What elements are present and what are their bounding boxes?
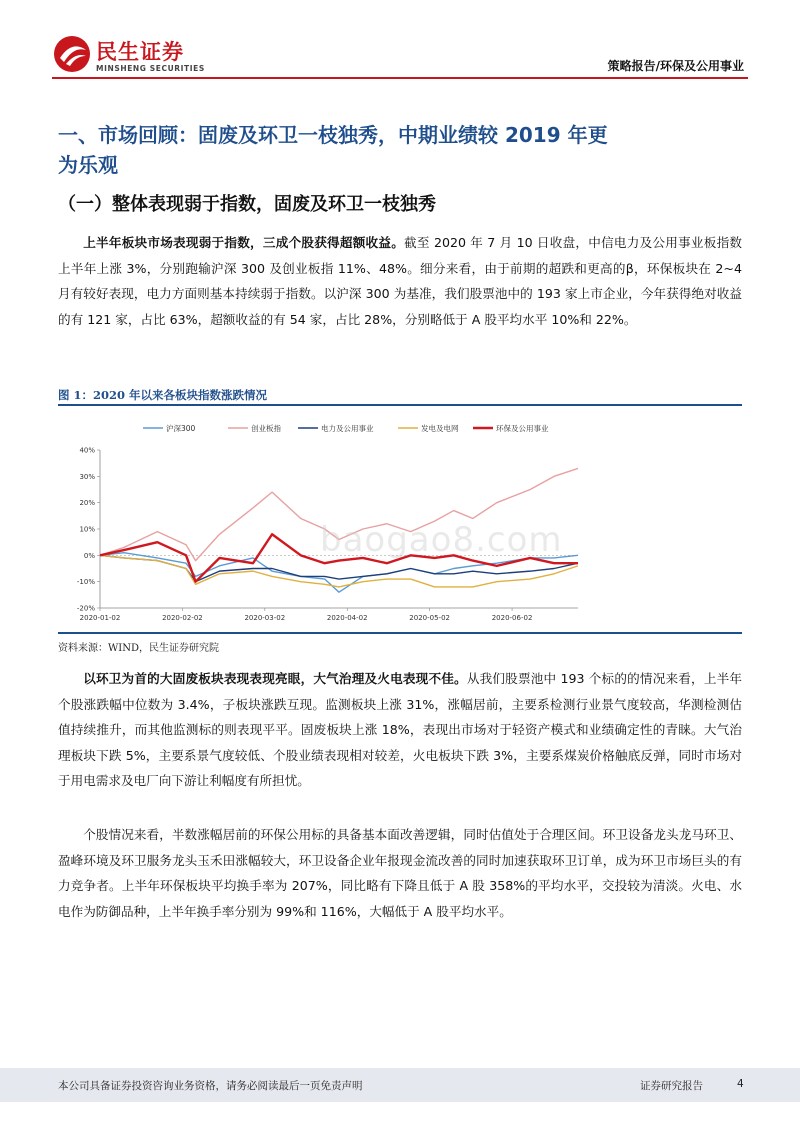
footer-disclaimer: 本公司具备证券投资咨询业务资格，请务必阅读最后一页免责声明: [58, 1080, 363, 1092]
logo-english-name: MINSHENG SECURITIES: [96, 64, 205, 73]
y-tick-label: -10%: [76, 578, 95, 587]
page-number: 4: [737, 1078, 744, 1090]
figure-bottom-rule: [58, 632, 742, 634]
x-tick-label: 2020-05-02: [409, 614, 450, 622]
section-title: 一、市场回顾：固废及环卫一枝独秀，中期业绩较 2019 年更为乐观: [58, 123, 608, 177]
paragraph-1-lead: 上半年板块市场表现弱于指数，三成个股获得超额收益。: [83, 235, 405, 250]
page-footer: [0, 1068, 800, 1102]
paragraph-1-body: 截至 2020 年 7 月 10 日收盘，中信电力及公用事业板指数上半年上涨 3%，分别跑输沪深 300 及创业板指 11%、48%。细分来看，由于前期的超跌和更高的β，环保板块在 2~4 月有较好表现，电力方面则基本持续弱于指数。以沪深 300 为基准，我们股票池中的 193 家上市企业，今年获得绝对收益的有 121 家，占比 63%，超额收益的有 54 家，占比 28%，分别略低于 A 股平均水平 10%和 22%。: [58, 235, 743, 327]
logo-chinese-name: 民生证券: [96, 40, 184, 64]
subsection-title: （一）整体表现弱于指数，固废及环卫一枝独秀: [58, 194, 436, 215]
legend-label: 电力及公用事业: [321, 424, 374, 433]
y-tick-label: -20%: [76, 604, 95, 613]
y-tick-label: 30%: [79, 472, 95, 481]
watermark: baogao8.com: [320, 520, 563, 560]
header-divider: [52, 77, 748, 79]
x-tick-label: 2020-04-02: [326, 614, 368, 622]
figure-title: 图 1：2020 年以来各板块指数涨跌情况: [58, 388, 268, 402]
paragraph-2-lead: 以环卫为首的大固废板块表现表现亮眼，大气治理及火电表现不佳。: [83, 671, 467, 686]
x-tick-label: 2020-06-02: [491, 614, 533, 622]
paragraph-3: 个股情况来看，半数涨幅居前的环保公用标的具备基本面改善逻辑，同时估值处于合理区间。环卫设备龙头龙马环卫、盈峰环境及环卫服务龙头玉禾田涨幅较大，环卫设备企业年报现金流改善的同时加速获取环卫订单，成为环卫市场巨头的有力竞争者。上半年环保板块平均换手率为 207%，同比略有下降且低于 A 股 358%的平均水平，交投较为清淡。火电、水电作为防御品种，上半年换手率分别为 99%和 116%，大幅低于 A 股平均水平。: [58, 827, 742, 919]
legend-label: 创业板指: [251, 424, 281, 433]
y-tick-label: 0%: [83, 551, 95, 560]
y-tick-label: 40%: [79, 446, 95, 455]
y-tick-label: 20%: [79, 499, 95, 508]
report-category: 策略报告/环保及公用事业: [607, 59, 744, 73]
x-tick-label: 2020-03-02: [244, 614, 286, 622]
paragraph-2-body: 从我们股票池中 193 个标的的情况来看，上半年个股涨跌幅中位数为 3.4%，子板块涨跌互现。监测板块上涨 31%，涨幅居前，主要系检测行业景气度较高，华测检测估值持续推升，而其他监测标的则表现平平。固废板块上涨 18%，表现出市场对于轻资产模式和业绩确定性的青睐。大气治理板块下跌 5%，主要系景气度较低、个股业绩表现相对较差，火电板块下跌 3%，主要系煤炭价格触底反弹，同时市场对于用电需求及电厂向下游让利幅度有所担忧。: [58, 671, 743, 789]
company-logo: [52, 34, 212, 78]
legend-label: 沪深300: [166, 424, 196, 433]
x-tick-label: 2020-01-02: [79, 614, 121, 622]
x-tick-label: 2020-02-02: [162, 614, 203, 622]
y-tick-label: 10%: [79, 525, 95, 534]
paragraph-1: [58, 230, 742, 332]
legend-label: 发电及电网: [421, 424, 459, 433]
paragraph-2: [58, 666, 742, 794]
logo-emblem-icon: [52, 34, 92, 74]
chart-legend: [143, 423, 549, 433]
figure-source: 资料来源：WIND，民生证券研究院: [58, 643, 219, 654]
footer-report-label: 证券研究报告: [640, 1080, 703, 1092]
figure-top-rule: [58, 404, 742, 406]
legend-label: 环保及公用事业: [496, 424, 549, 433]
